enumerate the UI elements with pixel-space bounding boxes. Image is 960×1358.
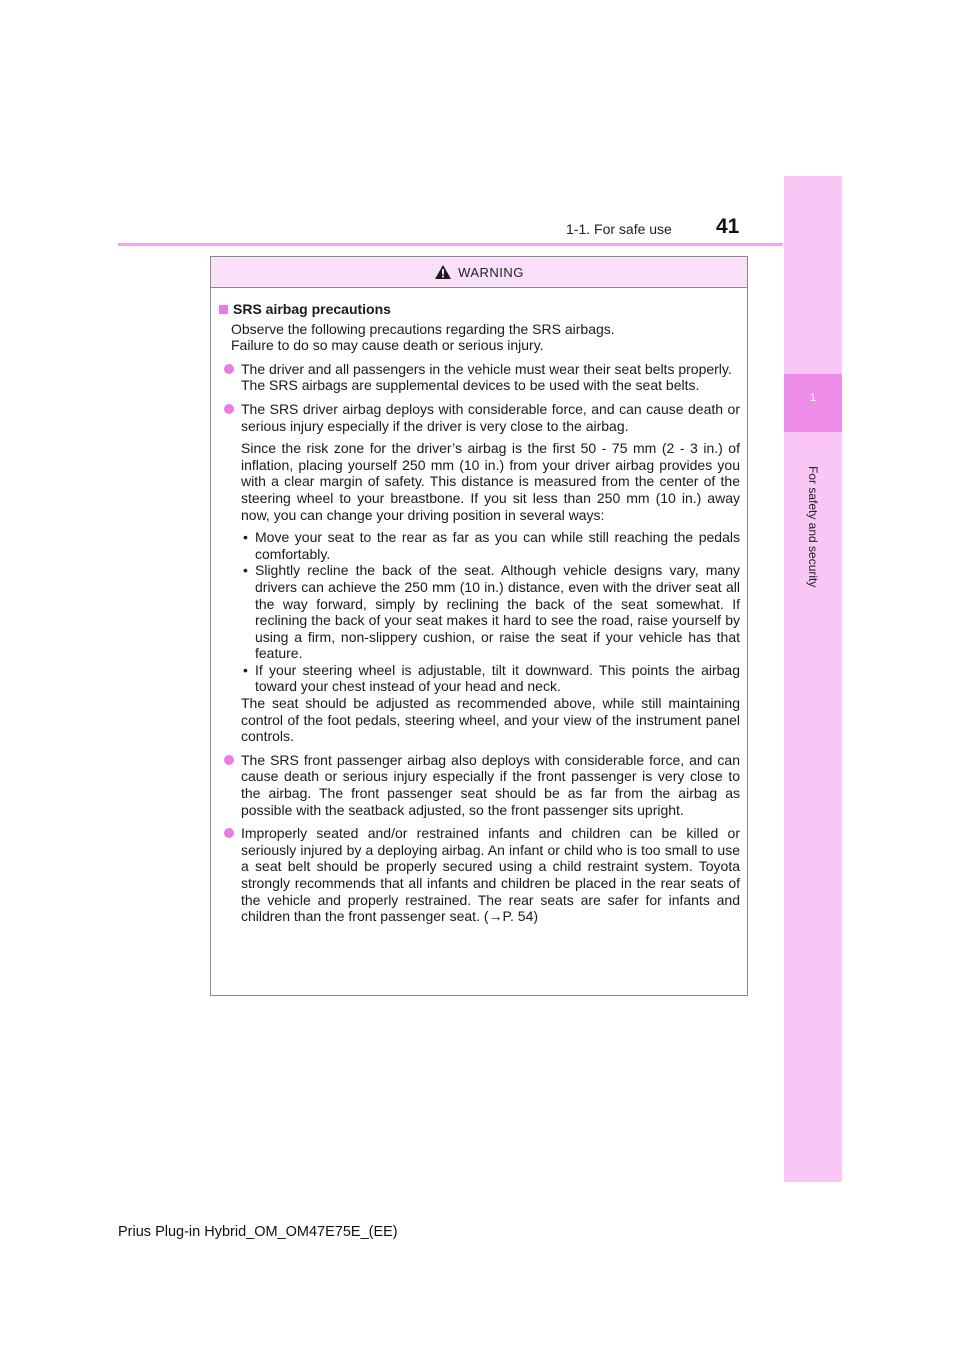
sub-list-item	[241, 529, 740, 562]
small-bullet-icon: •	[243, 661, 248, 678]
warning-header	[211, 257, 747, 288]
circle-bullet-icon	[224, 364, 234, 374]
warning-triangle-icon	[434, 264, 452, 280]
list-item	[219, 401, 740, 745]
intro-text	[219, 321, 740, 354]
list-item	[219, 361, 740, 394]
chapter-title: For safety and security	[806, 466, 820, 588]
warning-label: WARNING	[458, 264, 524, 280]
item-paragraph: Since the risk zone for the driver’s airbag is the first 50 - 75 mm (2 - 3 in.) of inflation, placing yourself 250 mm (10 in.) from your driver airbag provides you with a clear margin of safety. This distance is measured from the center of the steering wheel to your breastbone. If you sit less than 250 mm (10 in.) away now, you can change your driving position in several ways:	[241, 440, 740, 523]
document-id-footer: Prius Plug-in Hybrid_OM_OM47E75E_(EE)	[118, 1224, 398, 1240]
item-closing-text: The seat should be adjusted as recommended above, while still maintaining control of the foot pedals, steering wheel, and your view of the instrument panel controls.	[241, 695, 740, 745]
chapter-side-tab	[784, 176, 842, 1182]
warning-heading	[219, 301, 740, 318]
section-title: 1-1. For safe use	[566, 221, 672, 237]
sub-item-text: Move your seat to the rear as far as you can while still reaching the pedals comfortably.	[255, 529, 740, 562]
list-item	[219, 752, 740, 818]
page-number: 41	[716, 215, 740, 238]
sub-item-text: If your steering wheel is adjustable, tilt it downward. This points the airbag toward your chest instead of your head and neck.	[255, 661, 740, 695]
small-bullet-icon: •	[243, 529, 248, 546]
circle-bullet-icon	[224, 755, 234, 765]
item-line: The driver and all passengers in the vehicle must wear their seat belts properly.	[241, 360, 732, 377]
circle-bullet-icon	[224, 828, 234, 838]
list-item	[219, 825, 740, 925]
item-line: The SRS airbags are supplemental devices to be used with the seat belts.	[241, 377, 700, 394]
sub-list-item	[241, 662, 740, 695]
intro-line: Observe the following precautions regarding the SRS airbags.	[231, 320, 615, 337]
header-rule	[118, 243, 783, 246]
heading-text: SRS airbag precautions	[233, 301, 391, 317]
chapter-number: 1	[809, 392, 817, 404]
sub-item-text: Slightly recline the back of the seat. Although vehicle designs vary, many drivers can achieve the 250 mm (10 in.) distance, even with the driver seat all the way forward, simply by reclining the back of the seat somewhat. If reclining the back of your seat makes it hard to see the road, raise yourself by using a firm, non-slippery cushion, or raise the seat if your vehicle has that feature.	[255, 562, 740, 662]
item-text: The SRS driver airbag deploys with considerable force, and can cause death or serious injury especially if the driver is very close to the airbag.	[241, 400, 740, 434]
small-bullet-icon: •	[243, 562, 248, 579]
warning-box	[210, 256, 748, 996]
item-text: The SRS front passenger airbag also deploys with considerable force, and can cause death or serious injury especially if the front passenger is very close to the airbag. The front passenger seat should be as far from the airbag as possible with the seatback adjusted, so the front passenger sits upright.	[241, 751, 740, 818]
intro-line: Failure to do so may cause death or serious injury.	[231, 337, 544, 354]
square-bullet-icon	[219, 305, 228, 314]
warning-body	[211, 288, 747, 925]
circle-bullet-icon	[224, 404, 234, 414]
sub-list-item	[241, 562, 740, 662]
item-text: Improperly seated and/or restrained infants and children can be killed or seriously injured by a deploying airbag. An infant or child who is too small to use a seat belt should be properly secured using a child restraint system. Toyota strongly recommends that all infants and children be placed in the rear seats of the vehicle and properly restrained. The rear seats are safer for infants and children than the front passenger seat. (→P. 54)	[241, 825, 740, 925]
